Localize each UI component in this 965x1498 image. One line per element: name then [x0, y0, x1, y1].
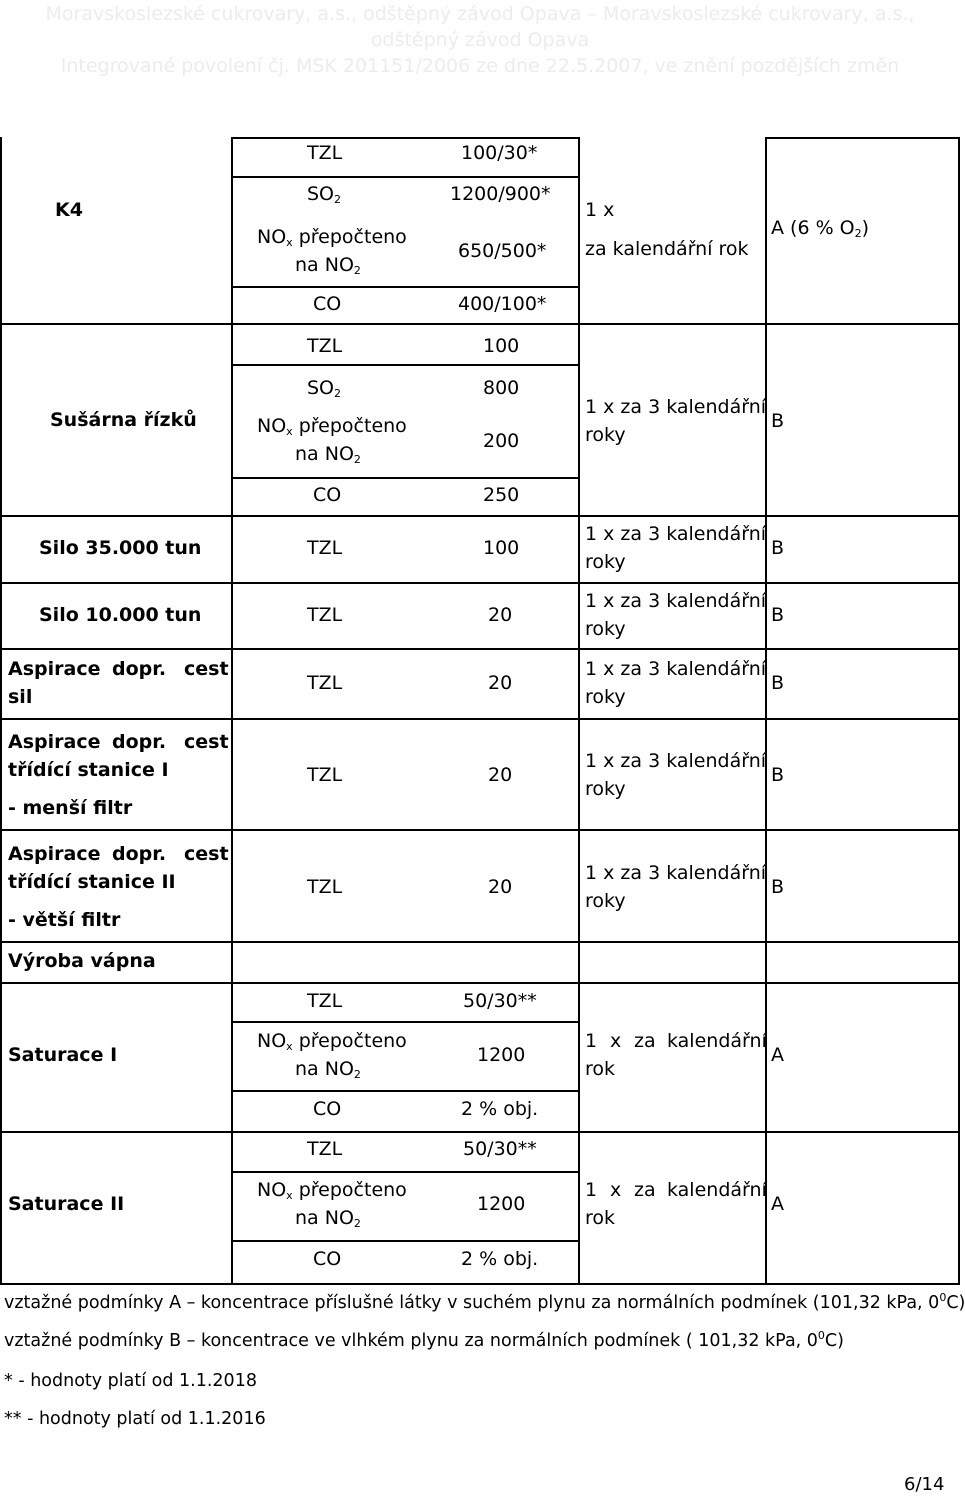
- header-line-1: Moravskoslezské cukrovary, a.s., odštěpný závod Opava – Moravskoslezské cukrovary, a.s.,: [45, 3, 915, 25]
- limit-value: 200: [483, 430, 520, 452]
- source-aspirace-ii: Aspirace: [8, 843, 101, 865]
- table-line: [231, 477, 578, 479]
- pollutant-nox: $NO_x$ přepočteno: [257, 415, 407, 438]
- pollutant-co: CO: [313, 484, 342, 506]
- source-aspirace-i-word: cest: [184, 731, 229, 753]
- pollutant-tzl: TZL: [307, 142, 343, 164]
- measurement-frequency: 1: [585, 1179, 598, 1201]
- table-line: [0, 648, 958, 650]
- limit-value: 100/30*: [461, 142, 538, 164]
- measurement-frequency-line2: roky: [585, 890, 626, 912]
- pollutant-nox-line2: na $NO_2$: [295, 1058, 361, 1081]
- table-line: [0, 718, 958, 720]
- measurement-frequency-line2: roky: [585, 424, 626, 446]
- table-line: [231, 1090, 578, 1092]
- reference-conditions: A: [771, 1193, 784, 1215]
- footnote-conditions-b: vztažné podmínky B – koncentrace ve vlhkém plynu za normálních podmínek ( 101,32 kPa, $0^0C$): [4, 1329, 844, 1351]
- pollutant-co: CO: [313, 1098, 342, 1120]
- measurement-frequency-line2: za kalendářní rok: [585, 238, 749, 260]
- table-line: [0, 982, 958, 984]
- source-silo-10000: Silo 10.000 tun: [39, 604, 202, 626]
- table-line: [0, 323, 958, 325]
- table-line: [578, 137, 580, 1285]
- limit-value: 2 % obj.: [461, 1248, 539, 1270]
- measurement-frequency-line2: roky: [585, 618, 626, 640]
- source-aspirace-i: Aspirace: [8, 731, 101, 753]
- pollutant-so2: $SO_2$: [307, 377, 342, 400]
- limit-value: 50/30**: [463, 1138, 537, 1160]
- footnote-double-star: ** - hodnoty platí od 1.1.2016: [4, 1409, 266, 1429]
- reference-conditions: B: [771, 672, 785, 694]
- pollutant-nox: $NO_x$ přepočteno: [257, 1179, 407, 1202]
- measurement-frequency: 1 x za 3 kalendářní: [585, 862, 767, 884]
- limit-value: 50/30**: [463, 990, 537, 1012]
- source-aspirace-sil-line2: sil: [8, 686, 33, 708]
- limit-value: 20: [488, 764, 513, 786]
- reference-conditions: B: [771, 764, 785, 786]
- table-line: [765, 137, 958, 139]
- measurement-frequency: 1 x za 3 kalendářní: [585, 396, 767, 418]
- table-line: [0, 941, 958, 943]
- limit-value: 2 % obj.: [461, 1098, 539, 1120]
- measurement-frequency: 1 x za 3 kalendářní: [585, 750, 767, 772]
- footnote-star: * - hodnoty platí od 1.1.2018: [4, 1371, 257, 1391]
- table-line: [231, 286, 578, 288]
- measurement-frequency-line2: roky: [585, 551, 626, 573]
- table-line: [958, 137, 960, 1285]
- reference-conditions: B: [771, 604, 785, 626]
- limit-value: 20: [488, 876, 513, 898]
- source-k4: K4: [55, 199, 83, 221]
- source-aspirace-ii-line2: třídící stanice II: [8, 871, 176, 893]
- source-aspirace-ii-word: cest: [184, 843, 229, 865]
- limit-value: 650/500*: [458, 240, 547, 262]
- limit-value: 1200/900*: [450, 183, 551, 205]
- measurement-frequency-line2: rok: [585, 1058, 616, 1080]
- header-line-3: Integrované povolení čj. MSK 201151/2006 ze dne 22.5.2007, ve znění pozdějších změn: [60, 55, 900, 77]
- measurement-frequency: 1 x za 3 kalendářní: [585, 523, 767, 545]
- table-line: [231, 364, 578, 366]
- pollutant-tzl: TZL: [307, 672, 343, 694]
- pollutant-tzl: TZL: [307, 990, 343, 1012]
- measurement-frequency: kalendářní: [667, 1179, 767, 1201]
- table-line: [765, 137, 767, 1285]
- footnote-conditions-a: vztažné podmínky A – koncentrace příslušné látky v suchém plynu za normálních podmínek (101,32 kPa, $0^0C$): [4, 1291, 965, 1313]
- pollutant-nox: $NO_x$ přepočteno: [257, 1030, 407, 1053]
- measurement-frequency: 1 x za 3 kalendářní: [585, 658, 767, 680]
- source-silo-35000: Silo 35.000 tun: [39, 537, 202, 559]
- pollutant-tzl: TZL: [307, 335, 343, 357]
- table-line: [231, 1021, 578, 1023]
- reference-conditions: B: [771, 410, 785, 432]
- measurement-frequency-line2: roky: [585, 686, 626, 708]
- table-line: [0, 829, 958, 831]
- measurement-frequency-line2: rok: [585, 1207, 616, 1229]
- pollutant-nox-line2: na $NO_2$: [295, 1207, 361, 1230]
- measurement-frequency: 1 x za 3 kalendářní: [585, 590, 767, 612]
- pollutant-nox-line2: na $NO_2$: [295, 443, 361, 466]
- measurement-frequency: za: [634, 1179, 656, 1201]
- table-line: [231, 1171, 578, 1173]
- table-line: [231, 176, 578, 178]
- reference-conditions: B: [771, 537, 785, 559]
- page-number: 6/14: [904, 1474, 945, 1495]
- limit-value: 1200: [477, 1193, 526, 1215]
- limit-value: 100: [483, 537, 520, 559]
- source-saturace-i: Saturace I: [8, 1044, 118, 1066]
- reference-conditions: A: [771, 1044, 784, 1066]
- measurement-frequency: 1: [585, 1030, 598, 1052]
- limit-value: 1200: [477, 1044, 526, 1066]
- source-aspirace-sil: Aspirace: [8, 658, 101, 680]
- measurement-frequency: za: [634, 1030, 656, 1052]
- pollutant-co: CO: [313, 293, 342, 315]
- limit-value: 800: [483, 377, 520, 399]
- measurement-frequency-line2: roky: [585, 778, 626, 800]
- pollutant-so2: $SO_2$: [307, 183, 342, 206]
- limit-value: 20: [488, 604, 513, 626]
- pollutant-nox-line2: na $NO_2$: [295, 254, 361, 277]
- source-aspirace-sil-word: cest: [184, 658, 229, 680]
- pollutant-tzl: TZL: [307, 764, 343, 786]
- measurement-frequency: kalendářní: [667, 1030, 767, 1052]
- source-aspirace-ii-word: dopr.: [112, 843, 167, 865]
- table-line: [231, 1240, 578, 1242]
- limit-value: 100: [483, 335, 520, 357]
- source-aspirace-ii-line3: - větší filtr: [8, 909, 121, 931]
- pollutant-tzl: TZL: [307, 1138, 343, 1160]
- source-saturace-ii: Saturace II: [8, 1193, 125, 1215]
- pollutant-tzl: TZL: [307, 876, 343, 898]
- limit-value: 250: [483, 484, 520, 506]
- limit-value: 20: [488, 672, 513, 694]
- reference-conditions: A (6 % $O_2$): [771, 217, 870, 240]
- pollutant-tzl: TZL: [307, 604, 343, 626]
- source-aspirace-i-line3: - menší filtr: [8, 797, 133, 819]
- source-susarna: Sušárna řízků: [50, 409, 197, 431]
- pollutant-co: CO: [313, 1248, 342, 1270]
- reference-conditions: B: [771, 876, 785, 898]
- table-line: [0, 137, 2, 1285]
- pollutant-tzl: TZL: [307, 537, 343, 559]
- table-line: [0, 1283, 958, 1285]
- measurement-frequency: 1 x: [585, 199, 615, 221]
- table-line: [231, 137, 233, 1285]
- table-line: [0, 1131, 958, 1133]
- source-aspirace-i-word: dopr.: [112, 731, 167, 753]
- source-aspirace-sil-word: dopr.: [112, 658, 167, 680]
- table-line: [0, 515, 958, 517]
- measurement-frequency: x: [610, 1179, 622, 1201]
- header-line-2: odštěpný závod Opava: [370, 29, 590, 51]
- section-vyroba-vapna: Výroba vápna: [8, 950, 156, 972]
- source-aspirace-i-line2: třídící stanice I: [8, 759, 169, 781]
- pollutant-nox: $NO_x$ přepočteno: [257, 226, 407, 249]
- limit-value: 400/100*: [458, 293, 547, 315]
- measurement-frequency: x: [610, 1030, 622, 1052]
- table-line: [0, 582, 958, 584]
